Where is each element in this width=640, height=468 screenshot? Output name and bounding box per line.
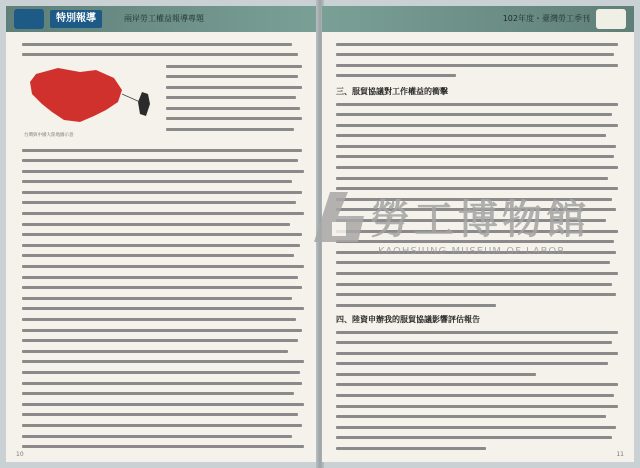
museum-logo-icon — [308, 186, 370, 248]
left-header-band — [6, 6, 318, 32]
museum-watermark — [308, 170, 590, 280]
map-connector-line — [122, 94, 140, 102]
left-header-text: 兩岸勞工權益報導專題 — [124, 14, 204, 23]
magazine-logo-icon — [14, 9, 44, 29]
left-side-text — [166, 62, 306, 136]
right-header-text: 102年度・臺灣勞工季刊 — [502, 14, 590, 23]
right-page-number: 11 — [616, 451, 624, 458]
right-header-band — [322, 6, 634, 32]
left-intro-text — [22, 40, 304, 61]
watermark-subtitle-prefix: KAOHSIUNG — [378, 246, 448, 257]
section4-heading: 四、陸資申辦我的服貿協議影響評估報告 — [336, 315, 480, 324]
watermark-subtitle — [378, 246, 565, 257]
china-map-shape — [30, 68, 122, 122]
section4-body — [336, 328, 622, 455]
right-intro-text — [336, 40, 622, 82]
china-taiwan-map — [22, 64, 158, 130]
section3-heading: 三、服貿協議對工作權益的衝擊 — [336, 87, 448, 96]
section-tag: 特別報導 — [50, 10, 102, 28]
map-caption: 台灣與中國大陸地圖示意 — [24, 133, 74, 138]
watermark-subtitle-main: MUSEUM OF LABOR — [451, 246, 566, 257]
left-page — [6, 6, 318, 462]
watermark-title: 勞工博物館 — [370, 196, 590, 243]
left-page-number: 10 — [16, 451, 24, 458]
taiwan-map-shape — [138, 92, 150, 116]
left-body-text — [22, 146, 306, 453]
right-header-badge — [596, 9, 626, 29]
